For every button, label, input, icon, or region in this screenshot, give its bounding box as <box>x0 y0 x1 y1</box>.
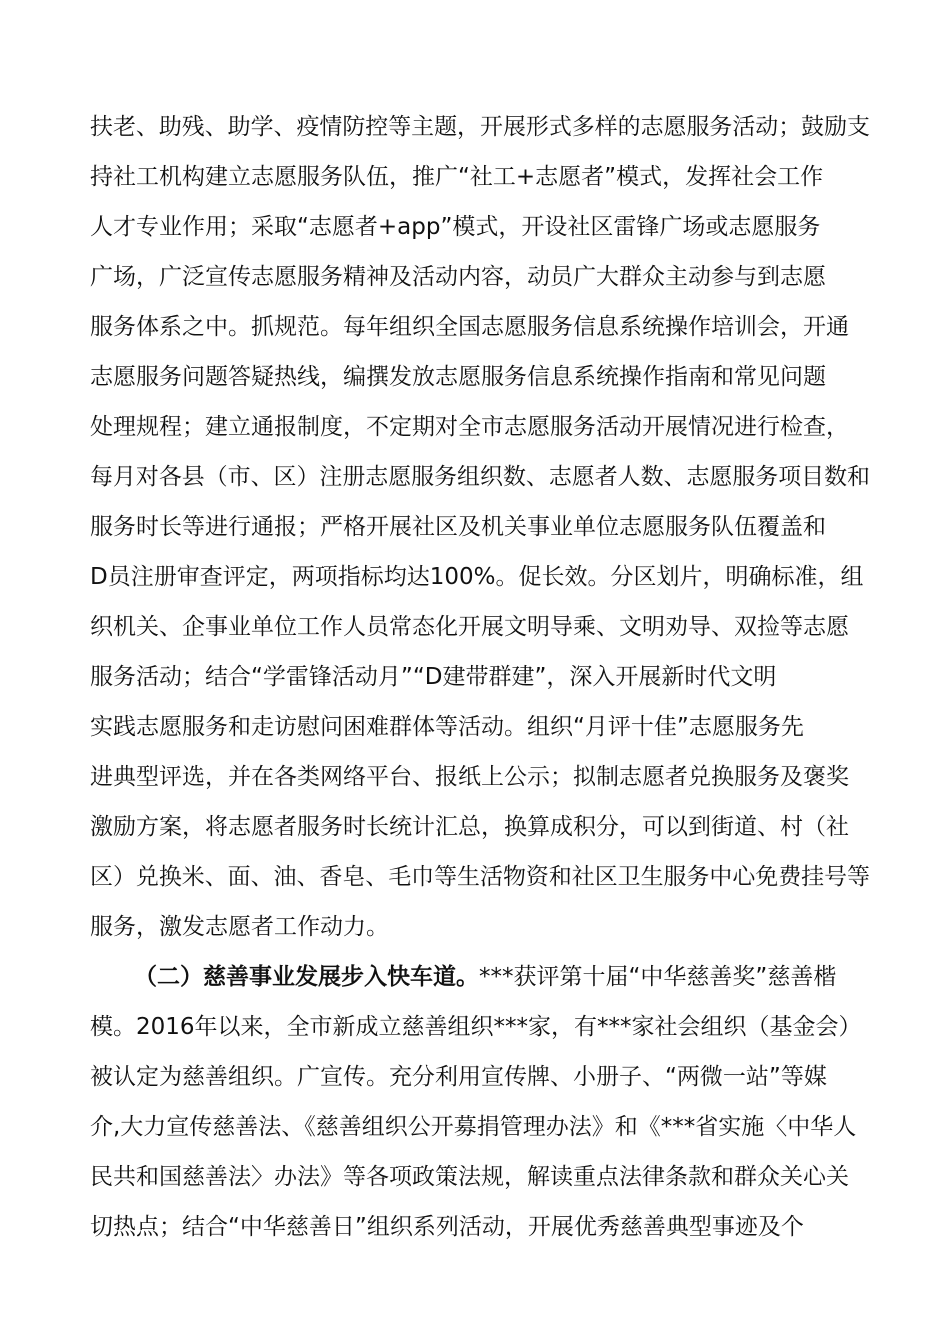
body-text-line: 模。2016年以来，全市新成立慈善组织***家，有***家社会组织（基金会） <box>90 1014 862 1040</box>
body-text-line: 持社工机构建立志愿服务队伍，推广“社工+志愿者”模式，发挥社会工作 <box>90 164 824 190</box>
body-text-line: 广场，广泛宣传志愿服务精神及活动内容，动员广大群众主动参与到志愿 <box>90 264 826 290</box>
body-text-line: 切热点；结合“中华慈善日”组织系列活动，开展优秀慈善典型事迹及个 <box>90 1214 804 1240</box>
body-text-line: 服务，激发志愿者工作动力。 <box>90 914 389 940</box>
body-text-line: 激励方案，将志愿者服务时长统计汇总，换算成积分，可以到街道、村（社 <box>90 814 849 840</box>
section-heading: （二）慈善事业发展步入快车道。 <box>134 964 479 990</box>
body-text-line: 扶老、助残、助学、疫情防控等主题，开展形式多样的志愿服务活动；鼓励支 <box>90 114 870 140</box>
body-text-line: 志愿服务问题答疑热线，编撰发放志愿服务信息系统操作指南和常见问题 <box>90 364 826 390</box>
body-text-line: 织机关、企事业单位工作人员常态化开展文明导乘、文明劝导、双捡等志愿 <box>90 614 849 640</box>
body-text-line: 服务体系之中。抓规范。每年组织全国志愿服务信息系统操作培训会，开通 <box>90 314 849 340</box>
body-text-line: 服务活动；结合“学雷锋活动月”“D建带群建”，深入开展新时代文明 <box>90 664 777 690</box>
body-text-line: 处理规程；建立通报制度，不定期对全市志愿服务活动开展情况进行检查， <box>90 414 849 440</box>
body-text-line: D员注册审查评定，两项指标均达100%。促长效。分区划片，明确标准，组 <box>90 564 864 590</box>
body-text-line: 实践志愿服务和走访慰问困难群体等活动。组织“月评十佳”志愿服务先 <box>90 714 804 740</box>
body-text-line: 民共和国慈善法〉办法》等各项政策法规，解读重点法律条款和群众关心关 <box>90 1164 849 1190</box>
section-lead-text: ***获评第十届“中华慈善奖”慈善楷 <box>479 964 837 990</box>
body-text-line: 被认定为慈善组织。广宣传。充分利用宣传牌、小册子、“两微一站”等媒 <box>90 1064 827 1090</box>
body-text-line: 每月对各县（市、区）注册志愿服务组织数、志愿者人数、志愿服务项目数和 <box>90 464 870 490</box>
body-text-line: 区）兑换米、面、油、香皂、毛巾等生活物资和社区卫生服务中心免费挂号等 <box>90 864 870 890</box>
body-text-line: 进典型评选，并在各类网络平台、报纸上公示；拟制志愿者兑换服务及褒奖 <box>90 764 849 790</box>
section-first-line <box>134 957 870 997</box>
body-text-line: 介,大力宣传慈善法、《慈善组织公开募捐管理办法》和《***省实施〈中华人 <box>90 1114 857 1140</box>
body-text-line: 人才专业作用；采取“志愿者+app”模式，开设社区雷锋广场或志愿服务 <box>90 214 821 240</box>
body-text-line: 服务时长等进行通报；严格开展社区及机关事业单位志愿服务队伍覆盖和 <box>90 514 826 540</box>
